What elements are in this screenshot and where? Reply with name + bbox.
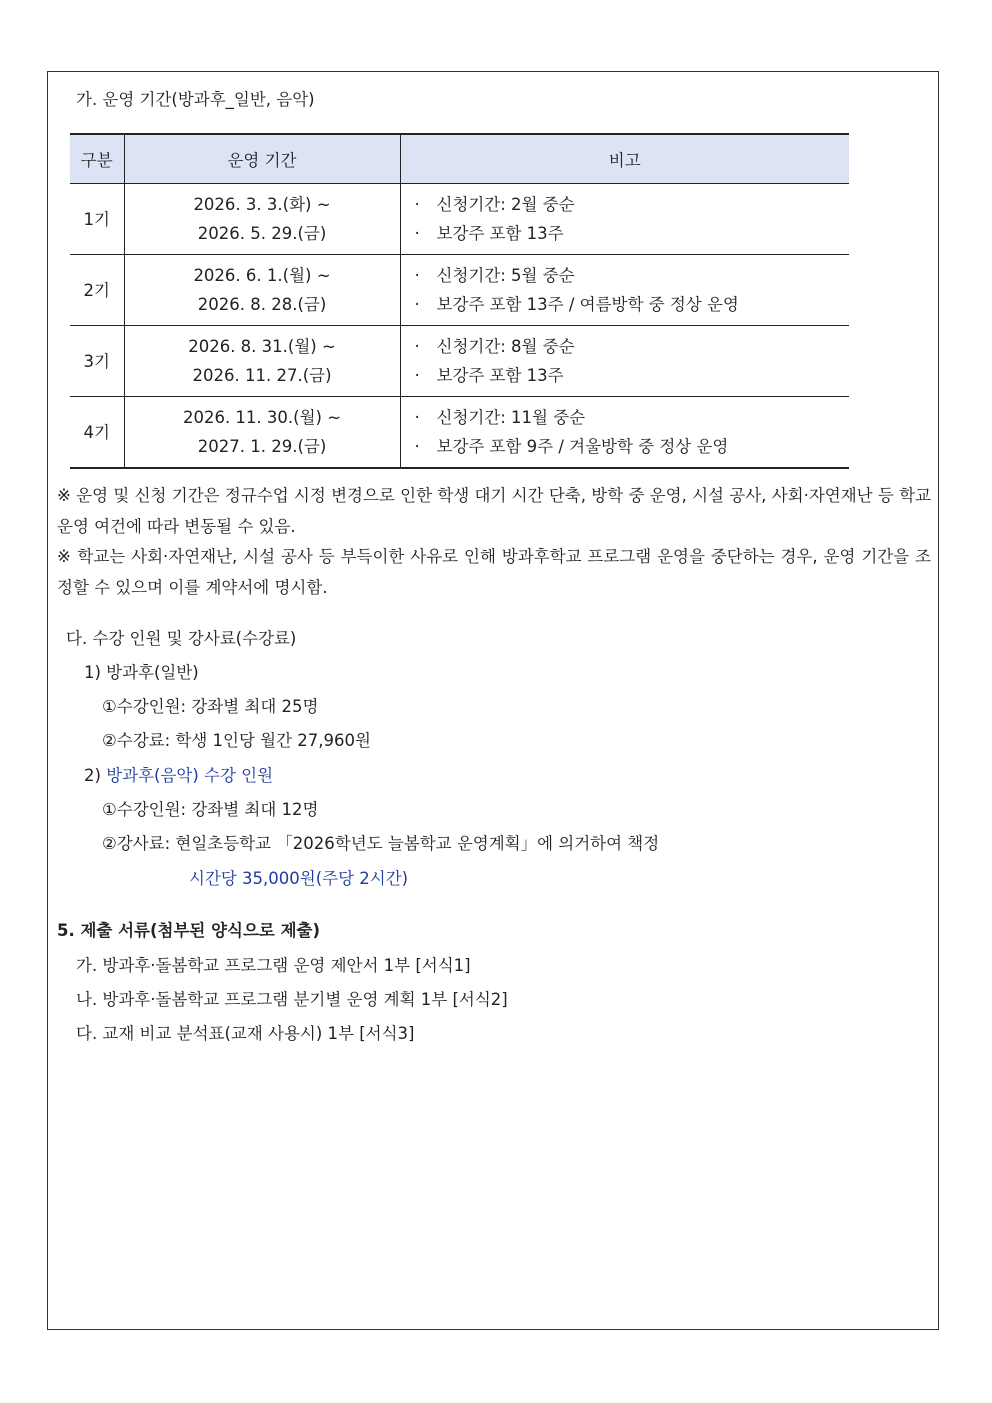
period-end: 2026. 8. 28.(금) [197,295,327,314]
section5-item-1: 가. 방과후·돌봄학교 프로그램 운영 제안서 1부 [서식1] [76,956,471,975]
bullet-mark: · [414,295,420,314]
bullet-mark: · [414,224,420,243]
section-ga-title: 가. 운영 기간(방과후_일반, 음악) [76,90,315,109]
remark-text: 신청기간: 11월 중순 [436,408,586,427]
period-start: 2026. 8. 31.(월) ~ [188,337,336,356]
term-cell: 3기 [70,326,124,397]
note-paragraph-2: ※ 학교는 사회·자연재난, 시설 공사 등 부득이한 사유로 인해 방과후학교 프로그램 운영을 중단하는 경우, 운영 기간을 조정할 수 있으며 이를 계약서에 명시함. [57,547,931,597]
sub2-item-3: 시간당 35,000원(주당 2시간) [189,869,409,888]
bullet-mark: · [414,266,420,285]
remark-text: 보강주 포함 13주 [436,366,564,385]
bullet-mark: · [414,366,420,385]
header-period: 운영 기간 [124,134,400,184]
section-da-title: 다. 수강 인원 및 강사료(수강료) [66,629,297,648]
table-row [70,397,849,469]
sub2-prefix: 2) [84,766,107,785]
remark-text: 신청기간: 8월 중순 [436,337,575,356]
sub2-title-text: 방과후(음악) 수강 인원 [106,766,274,785]
period-start: 2026. 11. 30.(월) ~ [182,408,342,427]
period-start: 2026. 3. 3.(화) ~ [193,195,331,214]
sub1-item-1: ①수강인원: 강좌별 최대 25명 [102,697,319,716]
header-term: 구분 [70,134,124,184]
section5-title: 5. 제출 서류(첨부된 양식으로 제출) [57,921,321,940]
period-end: 2026. 11. 27.(금) [192,366,332,385]
sub2-item-1: ①수강인원: 강좌별 최대 12명 [102,800,319,819]
period-cell [124,326,400,397]
remark-text: 신청기간: 2월 중순 [436,195,575,214]
period-start: 2026. 6. 1.(월) ~ [193,266,331,285]
period-cell [124,255,400,326]
remark-text: 보강주 포함 13주 [436,224,564,243]
remark-text: 신청기간: 5월 중순 [436,266,575,285]
remarks-cell [400,326,849,397]
section5-item-2: 나. 방과후·돌봄학교 프로그램 분기별 운영 계획 1부 [서식2] [76,990,508,1009]
term-cell: 4기 [70,397,124,469]
table-row [70,255,849,326]
bullet-mark: · [414,195,420,214]
table-row [70,184,849,255]
sub2-item-2: ②강사료: 현일초등학교 「2026학년도 늘봄학교 운영계획」에 의거하여 책정 [102,834,660,853]
remark-text: 보강주 포함 13주 / 여름방학 중 정상 운영 [436,295,739,314]
period-cell [124,184,400,255]
operation-period-table [70,133,849,469]
table-header-row [70,134,849,184]
period-end: 2027. 1. 29.(금) [197,437,327,456]
term-cell: 1기 [70,184,124,255]
period-end: 2026. 5. 29.(금) [197,224,327,243]
table-row [70,326,849,397]
sub2-title [84,765,273,787]
sub1-title: 1) 방과후(일반) [84,663,199,682]
term-cell: 2기 [70,255,124,326]
remarks-cell [400,397,849,469]
bullet-mark: · [414,408,420,427]
remark-text: 보강주 포함 9주 / 겨울방학 중 정상 운영 [436,437,729,456]
period-cell [124,397,400,469]
header-remarks: 비고 [400,134,849,184]
section5-item-3: 다. 교재 비교 분석표(교재 사용시) 1부 [서식3] [76,1024,415,1043]
bullet-mark: · [414,437,420,456]
remarks-cell [400,184,849,255]
remarks-cell [400,255,849,326]
sub1-item-2: ②수강료: 학생 1인당 월간 27,960원 [102,731,371,750]
bullet-mark: · [414,337,420,356]
note-paragraph-1: ※ 운영 및 신청 기간은 정규수업 시정 변경으로 인한 학생 대기 시간 단축, 방학 중 운영, 시설 공사, 사회·자연재난 등 학교운영 여건에 따라 변동될 수 있음. [57,486,931,536]
